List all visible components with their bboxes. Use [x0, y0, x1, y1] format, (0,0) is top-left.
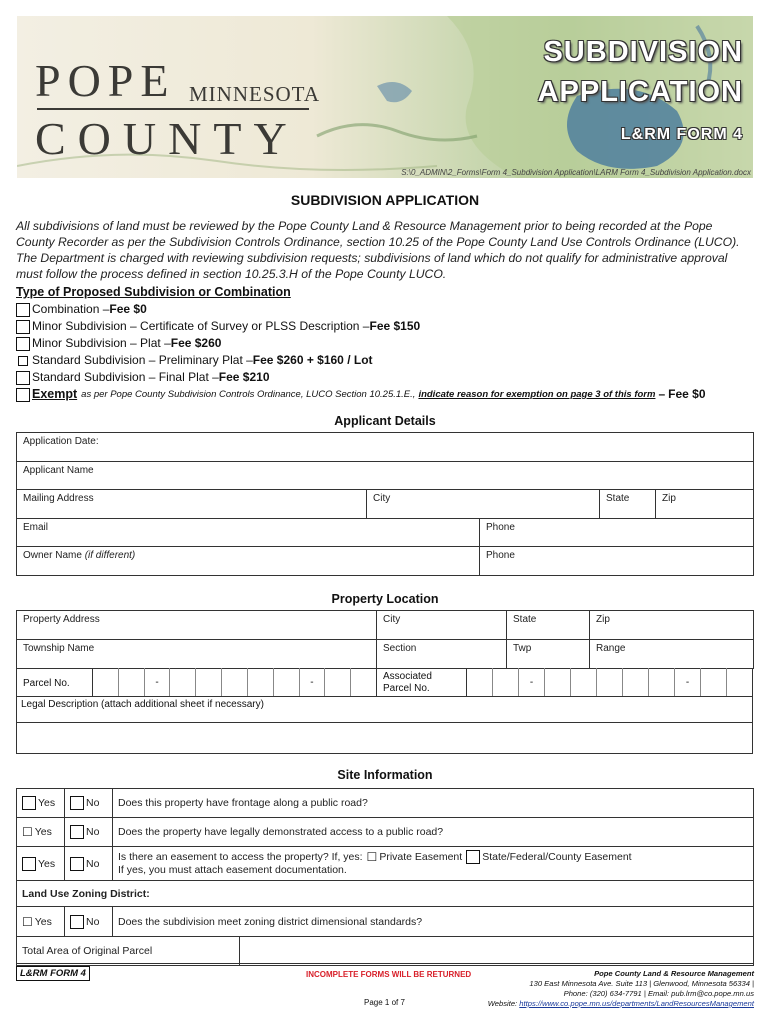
q3-note: If yes, you must attach easement documentation.: [118, 864, 347, 876]
parcel-no-input[interactable]: [93, 668, 377, 696]
option-label: Standard Subdivision – Final Plat –: [32, 370, 219, 384]
section-field[interactable]: [377, 640, 507, 669]
footer-org: Pope County Land & Resource Management: [594, 969, 754, 978]
option-label: Minor Subdivision – Plat –: [32, 336, 171, 350]
footer-contact: [488, 969, 754, 1009]
footer-form-label: L&RM FORM 4: [16, 966, 90, 981]
assoc-parcel-digit[interactable]: [492, 668, 518, 696]
logo-pope: POPE: [35, 55, 176, 106]
assoc-parcel-dash: -: [518, 668, 544, 696]
township-label: Township Name: [23, 643, 95, 654]
exempt-note: as per Pope County Subdivision Controls Ordinance, LUCO Section 10.25.1.E.,: [81, 389, 416, 400]
site-section-heading: Site Information: [337, 768, 433, 782]
assoc-parcel-dash: -: [674, 668, 700, 696]
parcel-digit[interactable]: [350, 668, 376, 696]
assoc-parcel-digit[interactable]: [726, 668, 752, 696]
assoc-parcel-label-line2: Parcel No.: [383, 683, 430, 694]
option-label: Minor Subdivision – Certificate of Survey or PLSS Description –: [32, 319, 370, 333]
type-section-heading: Type of Proposed Subdivision or Combination: [16, 285, 291, 299]
state-easement-label: State/Federal/County Easement: [482, 850, 632, 863]
application-date-label: Application Date:: [23, 436, 99, 447]
property-section-heading: Property Location: [331, 592, 439, 606]
footer-warning: INCOMPLETE FORMS WILL BE RETURNED: [306, 970, 472, 979]
zoning-district-field[interactable]: [17, 881, 754, 907]
no-label: No: [86, 797, 100, 809]
zoning-district-label: Land Use Zoning District:: [22, 887, 150, 900]
option-fee: Fee $260 + $160 / Lot: [252, 353, 373, 367]
banner-file-path: S:\0_ADMIN\2_Forms\Form 4_Subdivision Application\LARM Form 4_Subdivision Application.docx: [401, 168, 751, 177]
phone-field[interactable]: [480, 519, 754, 547]
property-city-label: City: [383, 614, 401, 625]
banner-title-line1: SUBDIVISION: [543, 36, 743, 68]
phone-label: Phone: [486, 522, 515, 533]
owner-phone-label: Phone: [486, 550, 515, 561]
exempt-reason-link: indicate reason for exemption on page 3 of this form: [418, 389, 656, 400]
q2-text: Does the property have legally demonstrated access to a public road?: [113, 818, 754, 847]
property-state-field[interactable]: [507, 611, 590, 640]
q2-yes[interactable]: [17, 818, 65, 847]
section-label: Section: [383, 643, 417, 654]
owner-note: (if different): [84, 550, 136, 561]
option-fee: Fee $210: [218, 370, 270, 384]
yes-label: Yes: [38, 857, 56, 870]
yes-label: Yes: [38, 797, 56, 809]
footer-website-line: [488, 999, 754, 1009]
assoc-parcel-digit[interactable]: [570, 668, 596, 696]
state-label: State: [606, 493, 630, 504]
q3-question: Is there an easement to access the property? If, yes:: [118, 850, 363, 863]
page-title: SUBDIVISION APPLICATION: [290, 192, 480, 208]
applicant-name-label: Applicant Name: [23, 465, 94, 476]
option-minor-plat: [16, 335, 756, 352]
website-label: Website:: [487, 999, 518, 1008]
applicant-name-field[interactable]: [17, 462, 754, 490]
banner-form-label: L&RM FORM 4: [620, 126, 743, 143]
standard-final-checkbox[interactable]: [16, 371, 30, 385]
q3-no[interactable]: [65, 847, 113, 881]
minor-plat-checkbox[interactable]: [16, 337, 30, 351]
option-label: Standard Subdivision – Preliminary Plat –: [32, 353, 253, 367]
range-field[interactable]: [590, 640, 754, 669]
mailing-address-label: Mailing Address: [23, 493, 94, 504]
city-field[interactable]: [367, 490, 600, 519]
option-exempt: [16, 386, 756, 403]
property-zip-label: Zip: [596, 614, 610, 625]
q4-no[interactable]: [65, 907, 113, 937]
option-standard-preliminary: [16, 352, 756, 369]
q3-yes-checkbox[interactable]: [22, 857, 36, 871]
q3-no-checkbox[interactable]: [70, 857, 84, 871]
state-field[interactable]: [600, 490, 656, 519]
assoc-parcel-label-line1: Associated: [383, 671, 432, 682]
exempt-fee: Fee $0: [668, 387, 706, 401]
zip-field[interactable]: [656, 490, 754, 519]
assoc-parcel-digit[interactable]: [622, 668, 648, 696]
township-field[interactable]: [17, 640, 377, 669]
parcel-dash: -: [299, 668, 325, 696]
assoc-parcel-digit[interactable]: [648, 668, 674, 696]
intro-paragraph: All subdivisions of land must be reviewed by the Pope County Land & Resource Management prior to being recorded at the Pope County Recorder as per the Subdivision Controls Ordinance, section 10.25 of the Pope County Land Use Controls Ordinance (LUCO). The Department is charged with reviewing subdivision requests; subdivisions of land which do not qualify for administrative approval must follow the process defined in section 10.25.3.H of the Pope County LUCO.: [16, 219, 740, 281]
parcel-digit[interactable]: [273, 668, 299, 696]
city-label: City: [373, 493, 391, 504]
state-easement-checkbox[interactable]: [466, 850, 480, 864]
logo-county: COUNTY: [35, 113, 299, 164]
subdivision-type-list: [16, 301, 756, 403]
assoc-parcel-digit[interactable]: [544, 668, 570, 696]
private-easement-label: Private Easement: [379, 850, 463, 863]
parcel-digit[interactable]: [221, 668, 247, 696]
q1-no-checkbox[interactable]: [70, 796, 84, 810]
twp-field[interactable]: [507, 640, 590, 669]
assoc-parcel-label: [377, 668, 467, 696]
footer-divider: [16, 963, 753, 964]
q4-text: Does the subdivision meet zoning district dimensional standards?: [113, 907, 754, 937]
parcel-row: [16, 668, 753, 697]
property-table: [16, 610, 754, 669]
standard-preliminary-checkbox[interactable]: [18, 356, 28, 366]
q2-yes-checkbox[interactable]: ☐: [22, 825, 33, 839]
logo-state: MINNESOTA: [189, 82, 320, 106]
minor-cos-checkbox[interactable]: [16, 320, 30, 334]
option-fee: Fee $0: [109, 302, 147, 316]
no-label: No: [86, 915, 100, 928]
mailing-address-field[interactable]: [17, 490, 367, 519]
option-standard-final: [16, 369, 756, 386]
banner-title-line2: APPLICATION: [537, 76, 743, 108]
email-label: Email: [23, 522, 49, 533]
no-label: No: [86, 826, 100, 838]
parcel-digit[interactable]: [169, 668, 195, 696]
option-minor-cos: [16, 318, 756, 335]
logo-divider: [37, 108, 309, 110]
option-combination: [16, 301, 756, 318]
parcel-digit[interactable]: [93, 668, 118, 696]
q2-no-checkbox[interactable]: [70, 825, 84, 839]
total-area-input[interactable]: [240, 937, 754, 966]
option-fee: Fee $150: [369, 319, 421, 333]
applicant-table: [16, 432, 754, 576]
q3-yes[interactable]: [17, 847, 65, 881]
owner-phone-field[interactable]: [480, 547, 754, 576]
exempt-checkbox[interactable]: [16, 388, 30, 402]
assoc-parcel-digit[interactable]: [700, 668, 726, 696]
exempt-dash: –: [658, 387, 666, 401]
assoc-parcel-digit[interactable]: [467, 668, 492, 696]
zip-label: Zip: [662, 493, 676, 504]
footer-address: 130 East Minnesota Ave. Suite 113 | Glenwood, Minnesota 56334 |: [529, 979, 754, 988]
q1-text: Does this property have frontage along a public road?: [113, 789, 754, 818]
property-zip-field[interactable]: [590, 611, 754, 640]
page-number: Page 1 of 7: [364, 998, 405, 1007]
parcel-dash: -: [144, 668, 170, 696]
yes-label: Yes: [34, 826, 52, 838]
parcel-digit[interactable]: [247, 668, 273, 696]
property-city-field[interactable]: [377, 611, 507, 640]
q1-yes-checkbox[interactable]: [22, 796, 36, 810]
q4-yes-checkbox[interactable]: ☐: [22, 914, 33, 929]
private-easement-checkbox[interactable]: ☐: [366, 849, 378, 864]
no-label: No: [86, 857, 100, 870]
header-banner: [17, 16, 753, 178]
site-info-table: [16, 788, 754, 966]
parcel-no-label: Parcel No.: [17, 668, 93, 696]
owner-name-field[interactable]: [17, 547, 480, 576]
footer-phone-email: Phone: (320) 634-7791 | Email: pub.lrm@co.pope.mn.us: [563, 989, 754, 998]
q4-no-checkbox[interactable]: [70, 915, 84, 929]
assoc-parcel-digit[interactable]: [596, 668, 622, 696]
parcel-digit[interactable]: [324, 668, 350, 696]
q3-text: [113, 847, 754, 881]
total-area-label: Total Area of Original Parcel: [17, 937, 240, 966]
q2-no[interactable]: [65, 818, 113, 847]
exempt-label: Exempt: [32, 387, 78, 401]
property-address-label: Property Address: [23, 614, 100, 625]
assoc-parcel-input[interactable]: [467, 668, 752, 696]
application-date-field[interactable]: [17, 433, 754, 462]
q4-yes[interactable]: [17, 907, 65, 937]
option-label: Combination –: [32, 302, 110, 316]
combination-checkbox[interactable]: [16, 303, 30, 317]
property-address-field[interactable]: [17, 611, 377, 640]
twp-label: Twp: [513, 643, 532, 654]
owner-name-label: Owner Name: [23, 550, 82, 561]
email-field[interactable]: [17, 519, 480, 547]
legal-description-label: Legal Description (attach additional sheet if necessary): [17, 697, 752, 723]
website-link[interactable]: https://www.co.pope.mn.us/departments/LandResourcesManagement: [519, 999, 754, 1008]
applicant-section-heading: Applicant Details: [334, 414, 436, 428]
yes-label: Yes: [34, 915, 52, 928]
property-state-label: State: [513, 614, 537, 625]
parcel-digit[interactable]: [195, 668, 221, 696]
legal-description-field[interactable]: [16, 697, 753, 754]
option-fee: Fee $260: [170, 336, 222, 350]
range-label: Range: [596, 643, 626, 654]
parcel-digit[interactable]: [118, 668, 144, 696]
q1-yes[interactable]: [17, 789, 65, 818]
q1-no[interactable]: [65, 789, 113, 818]
